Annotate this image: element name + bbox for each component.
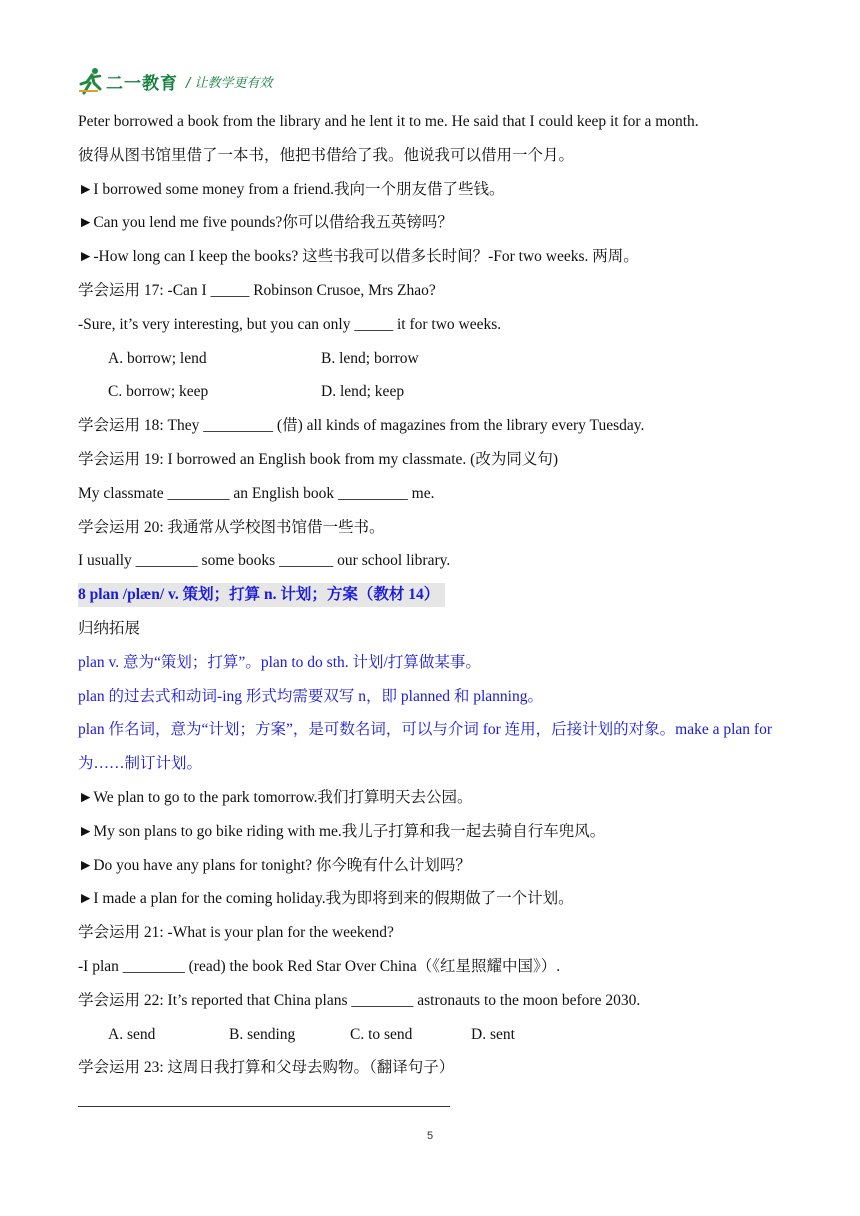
note-line: plan 的过去式和动词-ing 形式均需要双写 n，即 planned 和 planning。 (78, 687, 543, 705)
exercise-21: 学会运用 21: -What is your plan for the weekend? (78, 924, 394, 942)
section-heading: 8 plan /plæn/ v. 策划；打算 n. 计划；方案（教材 14） (78, 583, 445, 607)
summary-label: 归纳拓展 (78, 619, 141, 637)
example-line: ►-How long can I keep the books? 这些书我可以借多长时间？-For two weeks. 两周。 (78, 248, 639, 266)
exercise-20: 学会运用 20: 我通常从学校图书馆借一些书。 (78, 518, 385, 536)
exercise-19: 学会运用 19: I borrowed an English book from my classmate. (改为同义句) (78, 450, 558, 468)
slogan: / 让教学更有效 (186, 75, 273, 91)
page-number: 5 (426, 1130, 434, 1142)
answer-line (78, 1106, 450, 1107)
exercise-17: 学会运用 17: -Can I _____ Robinson Crusoe, Mrs Zhao? (78, 281, 436, 299)
exercise-20-answer: I usually ________ some books _______ our school library. (78, 552, 451, 570)
example-line: ►Do you have any plans for tonight? 你今晚有什么计划吗？ (78, 856, 471, 874)
logo-text: 二一教育 (106, 73, 178, 94)
text-line: 彼得从图书馆里借了一本书，他把书借给了我。他说我可以借用一个月。 (78, 146, 575, 164)
exercise-17-line2: -Sure, it’s very interesting, but you can only _____ it for two weeks. (78, 315, 502, 333)
example-line: ►Can you lend me five pounds?你可以借给我五英镑吗？ (78, 214, 453, 232)
text-line: Peter borrowed a book from the library and he lent it to me. He said that I could keep it for a month. (78, 113, 699, 130)
option: C. borrow; keep (108, 383, 209, 401)
option: B. sending (229, 1025, 296, 1043)
example-line: ►I made a plan for the coming holiday.我为即将到来的假期做了一个计划。 (78, 890, 574, 908)
note-line: plan v. 意为“策划；打算”。plan to do sth. 计划/打算做某事。 (78, 653, 481, 671)
option: A. send (108, 1025, 156, 1043)
exercise-21-line2: -I plan ________ (read) the book Red Star Over China（《红星照耀中国》）. (78, 957, 561, 975)
options-row (78, 375, 788, 409)
section-heading-row (78, 578, 788, 612)
example-line: ►We plan to go to the park tomorrow.我们打算明天去公园。 (78, 788, 473, 806)
runner-logo-icon (78, 67, 104, 95)
exercise-19-answer: My classmate ________ an English book _________ me. (78, 484, 435, 502)
option: B. lend; borrow (321, 349, 419, 367)
options-row (78, 1018, 788, 1052)
option: C. to send (350, 1025, 413, 1043)
example-line: ►My son plans to go bike riding with me.我儿子打算和我一起去骑自行车兜风。 (78, 822, 606, 840)
option: A. borrow; lend (108, 349, 207, 367)
note-line: plan 作名词，意为“计划；方案”，是可数名词，可以与介词 for 连用，后接计划的对象。make a plan for 为……制订计划。 (78, 721, 772, 773)
page-header (78, 66, 273, 96)
exercise-22: 学会运用 22: It’s reported that China plans ________ astronauts to the moon before 2030. (78, 991, 641, 1009)
exercise-18: 学会运用 18: They _________ (借) all kinds of magazines from the library every Tuesday. (78, 417, 645, 435)
document-body (78, 105, 788, 1085)
example-line: ►I borrowed some money from a friend.我向一个朋友借了些钱。 (78, 180, 505, 198)
exercise-23: 学会运用 23: 这周日我打算和父母去购物。（翻译句子） (78, 1059, 455, 1077)
options-row (78, 342, 788, 376)
option: D. sent (471, 1025, 515, 1043)
option: D. lend; keep (321, 383, 405, 401)
